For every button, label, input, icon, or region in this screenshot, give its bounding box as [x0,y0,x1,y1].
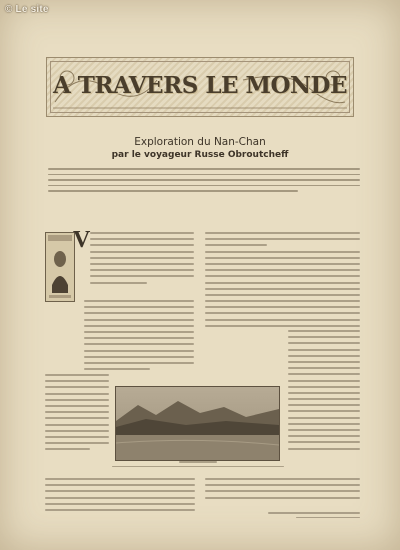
column-right-top [205,232,360,331]
intro-paragraph [48,168,360,196]
article-title: Exploration du Nan-Chan [134,136,266,148]
landscape-photo [115,386,280,461]
masthead-banner [46,57,354,117]
column-left-bottom [45,374,109,454]
column-right-narrow [288,330,360,454]
watermark-text: © Le site [5,4,49,15]
column-right-footer [205,478,360,503]
drop-cap: V [73,227,91,253]
footer-signature [268,512,360,521]
portrait-image [45,232,75,302]
photo-caption [112,461,284,475]
column-left-mid [84,300,194,374]
column-left-top [90,232,194,288]
column-left-footer [45,478,195,515]
article-subtitle: par le voyageur Russe Obroutcheff [111,150,289,160]
masthead-title: A TRAVERS LE MONDE [52,72,348,99]
